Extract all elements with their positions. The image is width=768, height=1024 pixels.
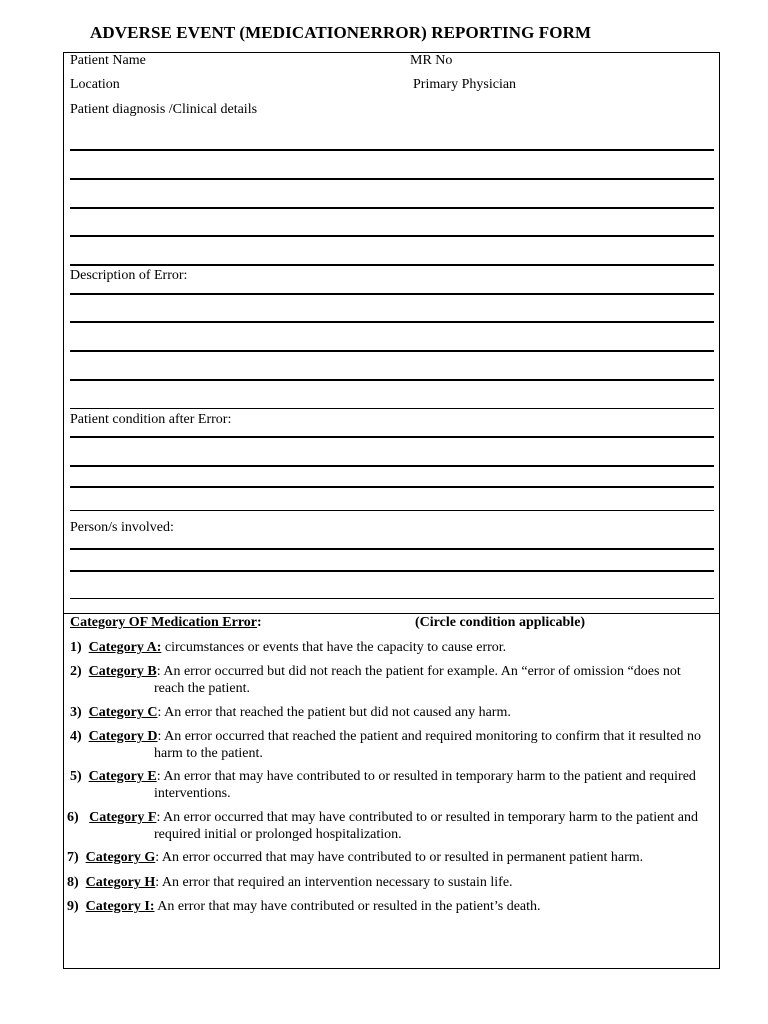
category-number: 3) [70,705,82,720]
condition-line[interactable] [70,436,714,438]
category-name: Category B [88,664,157,679]
category-description: : An error occurred that may have contributed to or resulted in permanent patient harm. [155,850,644,865]
category-description: : An error occurred that may have contributed to or resulted in temporary harm to the patient and [156,810,698,825]
category-item [70,639,506,656]
category-description: : An error occurred but did not reach the patient for example. An “error of omission “does not [156,664,681,679]
condition-label: Patient condition after Error: [70,412,232,427]
category-number: 8) [67,875,79,890]
category-description: An error that may have contributed or resulted in the patient’s death. [154,899,541,914]
category-number: 5) [70,769,82,784]
category-item [70,768,696,801]
primary-physician-label: Primary Physician [413,77,517,92]
description-label: Description of Error: [70,268,188,283]
circle-instruction: (Circle condition applicable) [415,615,586,630]
category-description: circumstances or events that have the capacity to cause error. [161,640,507,655]
description-line[interactable] [70,293,714,295]
condition-line[interactable] [70,510,714,511]
persons-line[interactable] [70,548,714,550]
category-number: 4) [70,729,82,744]
persons-line[interactable] [70,598,714,599]
persons-line[interactable] [70,570,714,572]
category-description: : An error that required an intervention necessary to sustain life. [155,875,513,890]
persons-label: Person/s involved: [70,520,174,535]
description-line[interactable] [70,379,714,381]
category-name: Category G [85,850,156,865]
description-line[interactable] [70,350,714,352]
category-description-cont: reach the patient. [154,681,251,696]
category-heading [70,615,262,631]
category-heading-colon: : [257,615,262,630]
location-label: Location [70,77,120,92]
diagnosis-label: Patient diagnosis /Clinical details [70,102,258,117]
diagnosis-line[interactable] [70,264,714,266]
section-divider [63,613,720,614]
diagnosis-line[interactable] [70,207,714,209]
category-item [67,898,541,915]
category-name: Category H [85,875,156,890]
condition-line[interactable] [70,465,714,467]
category-number: 6) [67,810,79,825]
category-number: 2) [70,664,82,679]
category-name: Category I: [85,899,155,914]
category-item [70,728,701,761]
category-number: 1) [70,640,82,655]
category-number: 7) [67,850,79,865]
condition-line[interactable] [70,486,714,488]
category-number: 9) [67,899,79,914]
category-item [67,874,513,891]
category-name: Category E [88,769,157,784]
category-description-cont: interventions. [154,786,231,801]
category-name: Category D [88,729,158,744]
mr-no-label: MR No [410,53,453,68]
form-title: ADVERSE EVENT (MEDICATIONERROR) REPORTING FORM [90,23,592,42]
category-name: Category C [88,705,158,720]
category-name: Category F [89,810,157,825]
category-heading-text: Category OF Medication Error [70,615,258,630]
diagnosis-line[interactable] [70,149,714,151]
category-item [67,809,698,842]
patient-name-label: Patient Name [70,53,146,68]
category-item [67,849,643,866]
category-item [70,704,511,721]
description-line[interactable] [70,408,714,409]
category-description-cont: required initial or prolonged hospitalization. [154,827,402,842]
category-item [70,663,681,696]
category-description: : An error occurred that reached the patient and required monitoring to confirm that it resulted no [157,729,701,744]
category-description: : An error that may have contributed to or resulted in temporary harm to the patient and required [156,769,696,784]
diagnosis-line[interactable] [70,178,714,180]
diagnosis-line[interactable] [70,235,714,237]
category-description: : An error that reached the patient but did not caused any harm. [157,705,511,720]
category-description-cont: harm to the patient. [154,746,263,761]
description-line[interactable] [70,321,714,323]
category-name: Category A: [88,640,162,655]
